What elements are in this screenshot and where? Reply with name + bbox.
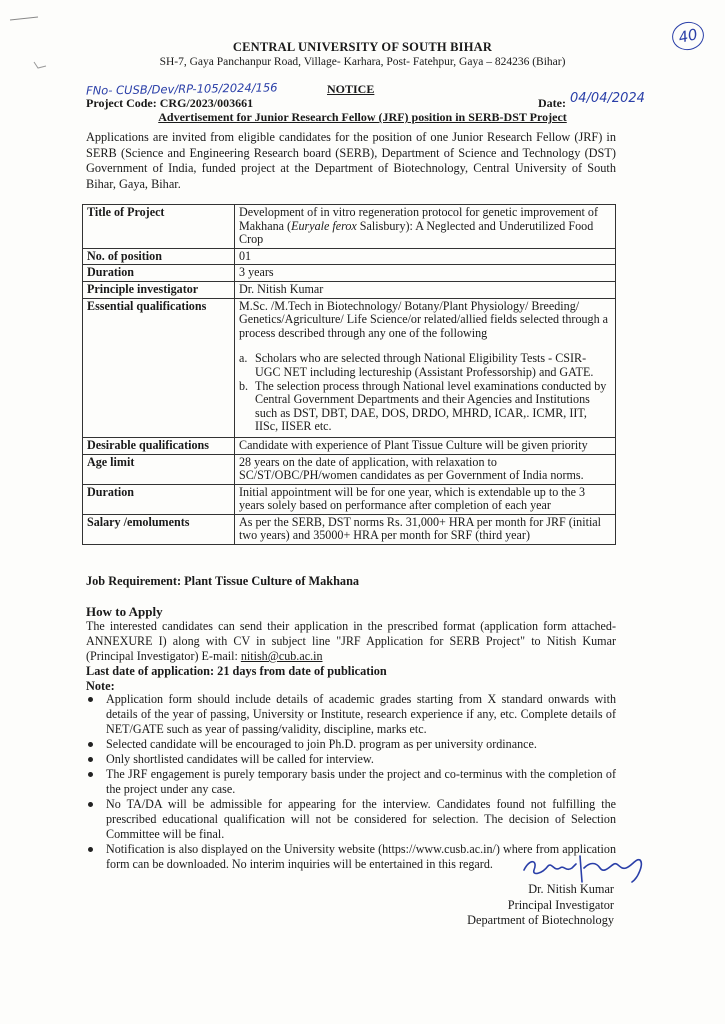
table-row: [83, 281, 616, 298]
apply-instructions: The interested candidates can send their application in the prescribed format (application form attached- ANNEXURE I) along with CV in subject line "JRF Application for SERB Project" to Nitish Kumar (Principal Investigator) E-mail:: [86, 619, 616, 663]
species-name: Euryale ferox: [291, 218, 357, 233]
positions-label: No. of position: [83, 248, 235, 265]
duration-label: Duration: [83, 265, 235, 282]
positions-value: 01: [235, 248, 616, 265]
list-item: [86, 752, 616, 767]
desirable-value: Candidate with experience of Plant Tissue Culture will be given priority: [235, 437, 616, 454]
list-item: [86, 797, 616, 842]
duration-value: 3 years: [235, 265, 616, 282]
date-value: 04/04/2024: [570, 91, 645, 106]
notice-label: NOTICE: [327, 82, 375, 96]
university-address: SH-7, Gaya Panchanpur Road, Village- Karhara, Post- Fatehpur, Gaya – 824236 (Bihar): [159, 56, 566, 68]
table-row: [83, 298, 616, 437]
table-row: [83, 265, 616, 282]
essential-list: [239, 352, 611, 434]
note-text: The JRF engagement is purely temporary basis under the project and co-terminus with the completion of the project under any case.: [106, 767, 616, 796]
signatory-name: Dr. Nitish Kumar: [528, 882, 614, 896]
job-requirement: Job Requirement: Plant Tissue Culture of Makhana: [86, 574, 360, 588]
last-date: Last date of application: 21 days from date of publication: [86, 664, 387, 678]
page-number-stamp: 40: [669, 19, 706, 53]
note-text: Selected candidate will be encouraged to join Ph.D. program as per university ordinance.: [106, 737, 537, 751]
table-row: [83, 484, 616, 514]
list-item: [239, 380, 611, 434]
list-item: [86, 692, 616, 737]
how-to-apply-text: [86, 619, 616, 664]
title-text-end: Salisbury): A Neglected and Underutilized Food Crop: [239, 218, 594, 247]
duration2-value: Initial appointment will be for one year, which is extendable up to the 3 years solely based on performance after completion of each year: [235, 484, 616, 514]
university-title: CENTRAL UNIVERSITY OF SOUTH BIHAR: [232, 40, 493, 54]
bullet-icon: [88, 697, 93, 702]
duration2-label: Duration: [83, 484, 235, 514]
list-item-text: The selection process through National level examinations conducted by Central Government Departments and their Agencies and Institutions such as DST, DBT, DAE, DOS, DRDO, MHRD, ICAR,. ICMR, IIT, IISc, IISER etc.: [255, 378, 607, 434]
title-label: Title of Project: [83, 205, 235, 249]
list-item: [86, 737, 616, 752]
essential-value: [235, 298, 616, 437]
note-label: Note:: [86, 679, 115, 693]
signatory-role: Principal Investigator: [507, 898, 614, 912]
project-code: Project Code: CRG/2023/003661: [86, 96, 254, 110]
note-text: Application form should include details of academic grades starting from X standard onwards with details of the year of passing, University or Institute, research experience if any, etc. Complete details of NET/GATE such as year of passing/validity, discipline, marks etc.: [106, 692, 616, 736]
age-label: Age limit: [83, 454, 235, 484]
table-row: [83, 437, 616, 454]
email-link[interactable]: nitish@cub.ac.in: [240, 649, 323, 663]
bullet-icon: [88, 742, 93, 747]
desirable-label: Desirable qualifications: [83, 437, 235, 454]
list-item: [239, 352, 611, 379]
pi-label: Principle investigator: [83, 281, 235, 298]
file-number: FNo- CUSB/Dev/RP-105/2024/156: [85, 80, 278, 98]
note-text: Notification is also displayed on the University website (https://www.cusb.ac.in/) where from application form can be downloaded. No interim inquiries will be entertained in this regard.: [106, 842, 616, 871]
pi-value: Dr. Nitish Kumar: [235, 281, 616, 298]
list-item-text: Scholars who are selected through National Eligibility Tests - CSIR-UGC NET including lectureship (Assistant Professorship) and GATE.: [255, 351, 594, 379]
note-text: No TA/DA will be admissible for appearing for the interview. Candidates found not fulfilling the prescribed educational qualification will not be considered for selection. The decision of Selection Committee will be final.: [106, 797, 616, 841]
bullet-icon: [88, 802, 93, 807]
signatory-department: Department of Biotechnology: [467, 913, 614, 927]
date-label: Date:: [538, 96, 566, 110]
bullet-icon: [88, 772, 93, 777]
note-text: Only shortlisted candidates will be called for interview.: [106, 752, 374, 766]
advertisement-title: Advertisement for Junior Research Fellow (JRF) position in SERB-DST Project: [158, 110, 567, 124]
salary-value: As per the SERB, DST norms Rs. 31,000+ HRA per month for JRF (initial two years) and 35000+ HRA per month for SRF (third year): [235, 514, 616, 544]
table-row: [83, 205, 616, 249]
essential-label: Essential qualifications: [83, 298, 235, 437]
list-marker: a.: [239, 351, 248, 366]
title-value: [235, 205, 616, 249]
notes-list: [86, 692, 616, 872]
title-text-start: Development of in vitro regeneration protocol for genetic improvement of Makhana (: [239, 205, 598, 233]
intro-paragraph: Applications are invited from eligible candidates for the position of one Junior Research Fellow (JRF) in SERB (Science and Engineering Research board (SERB), Department of Science and Technology (DST) Government of India, funded project at the Department of Biotechnology, Central University of South Bihar, Gaya, Bihar.: [86, 130, 616, 191]
table-row: [83, 514, 616, 544]
table-row: [83, 454, 616, 484]
table-row: [83, 248, 616, 265]
bullet-icon: [88, 757, 93, 762]
age-value: 28 years on the date of application, with relaxation to SC/ST/OBC/PH/women candidates as per Government of India norms.: [235, 454, 616, 484]
salary-label: Salary /emoluments: [83, 514, 235, 544]
position-details-table: [82, 204, 616, 545]
scan-mark-decoration: [8, 8, 48, 28]
list-item: [86, 767, 616, 797]
list-marker: b.: [239, 378, 249, 393]
how-to-apply-heading: How to Apply: [86, 604, 163, 619]
essential-intro: M.Sc. /M.Tech in Biotechnology/ Botany/Plant Physiology/ Breeding/ Genetics/Agriculture/ Life Science/or related/allied fields selected through a process described through any one of the following: [239, 298, 609, 340]
bullet-icon: [88, 847, 93, 852]
